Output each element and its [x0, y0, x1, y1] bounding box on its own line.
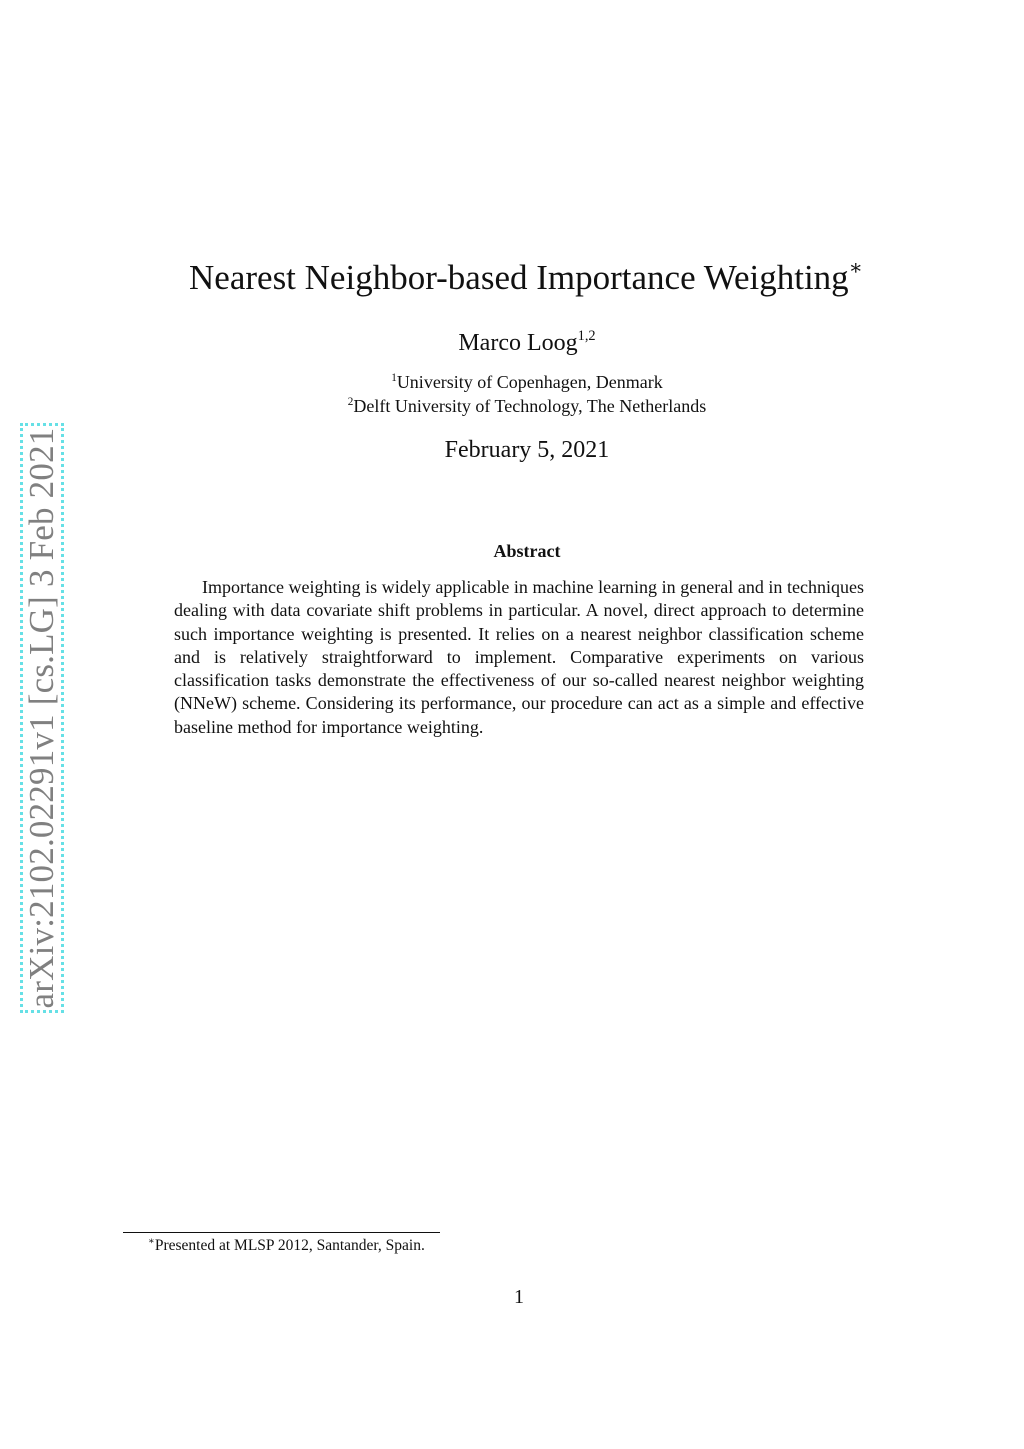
title-text: Nearest Neighbor-based Importance Weighting: [189, 258, 849, 297]
author-name: Marco Loog: [458, 330, 578, 356]
affiliation-2-mark: 2: [347, 395, 354, 408]
paper-title: [0, 255, 1024, 298]
page-number: 1: [514, 1286, 524, 1308]
abstract-heading: Abstract: [493, 541, 561, 561]
affiliation-2-text: Delft University of Technology, The Netherlands: [353, 396, 707, 416]
paper-date: February 5, 2021: [444, 437, 610, 463]
arxiv-identifier: arXiv:2102.02291v1 [cs.LG] 3 Feb 2021: [22, 427, 61, 1009]
author-affiliation-marks: 1,2: [577, 327, 596, 344]
footnote-text: Presented at MLSP 2012, Santander, Spain.: [154, 1237, 425, 1254]
footnote-rule: [123, 1232, 440, 1233]
affiliation-1-text: University of Copenhagen, Denmark: [396, 372, 663, 392]
author-line: [0, 327, 1024, 357]
affiliation-1: [0, 372, 1024, 393]
footnote: [148, 1237, 425, 1255]
abstract-text: Importance weighting is widely applicable in machine learning in general and in techniques dealing with data covariate shift problems in particular. A novel, direct approach to determine such importance weighting is presented. It relies on a nearest neighbor classification scheme and is relatively straightforward to implement. Comparative experiments on various classification tasks demonstrate the effectiveness of our so-called nearest neighbor weighting (NNeW) scheme. Considering its performance, our procedure can act as a simple and effective baseline method for importance weighting.: [174, 577, 864, 737]
affiliation-2: [0, 396, 1024, 417]
footnote-mark: ∗: [148, 1235, 155, 1247]
affiliation-1-mark: 1: [391, 371, 397, 384]
title-footnote-mark: ∗: [848, 255, 863, 280]
